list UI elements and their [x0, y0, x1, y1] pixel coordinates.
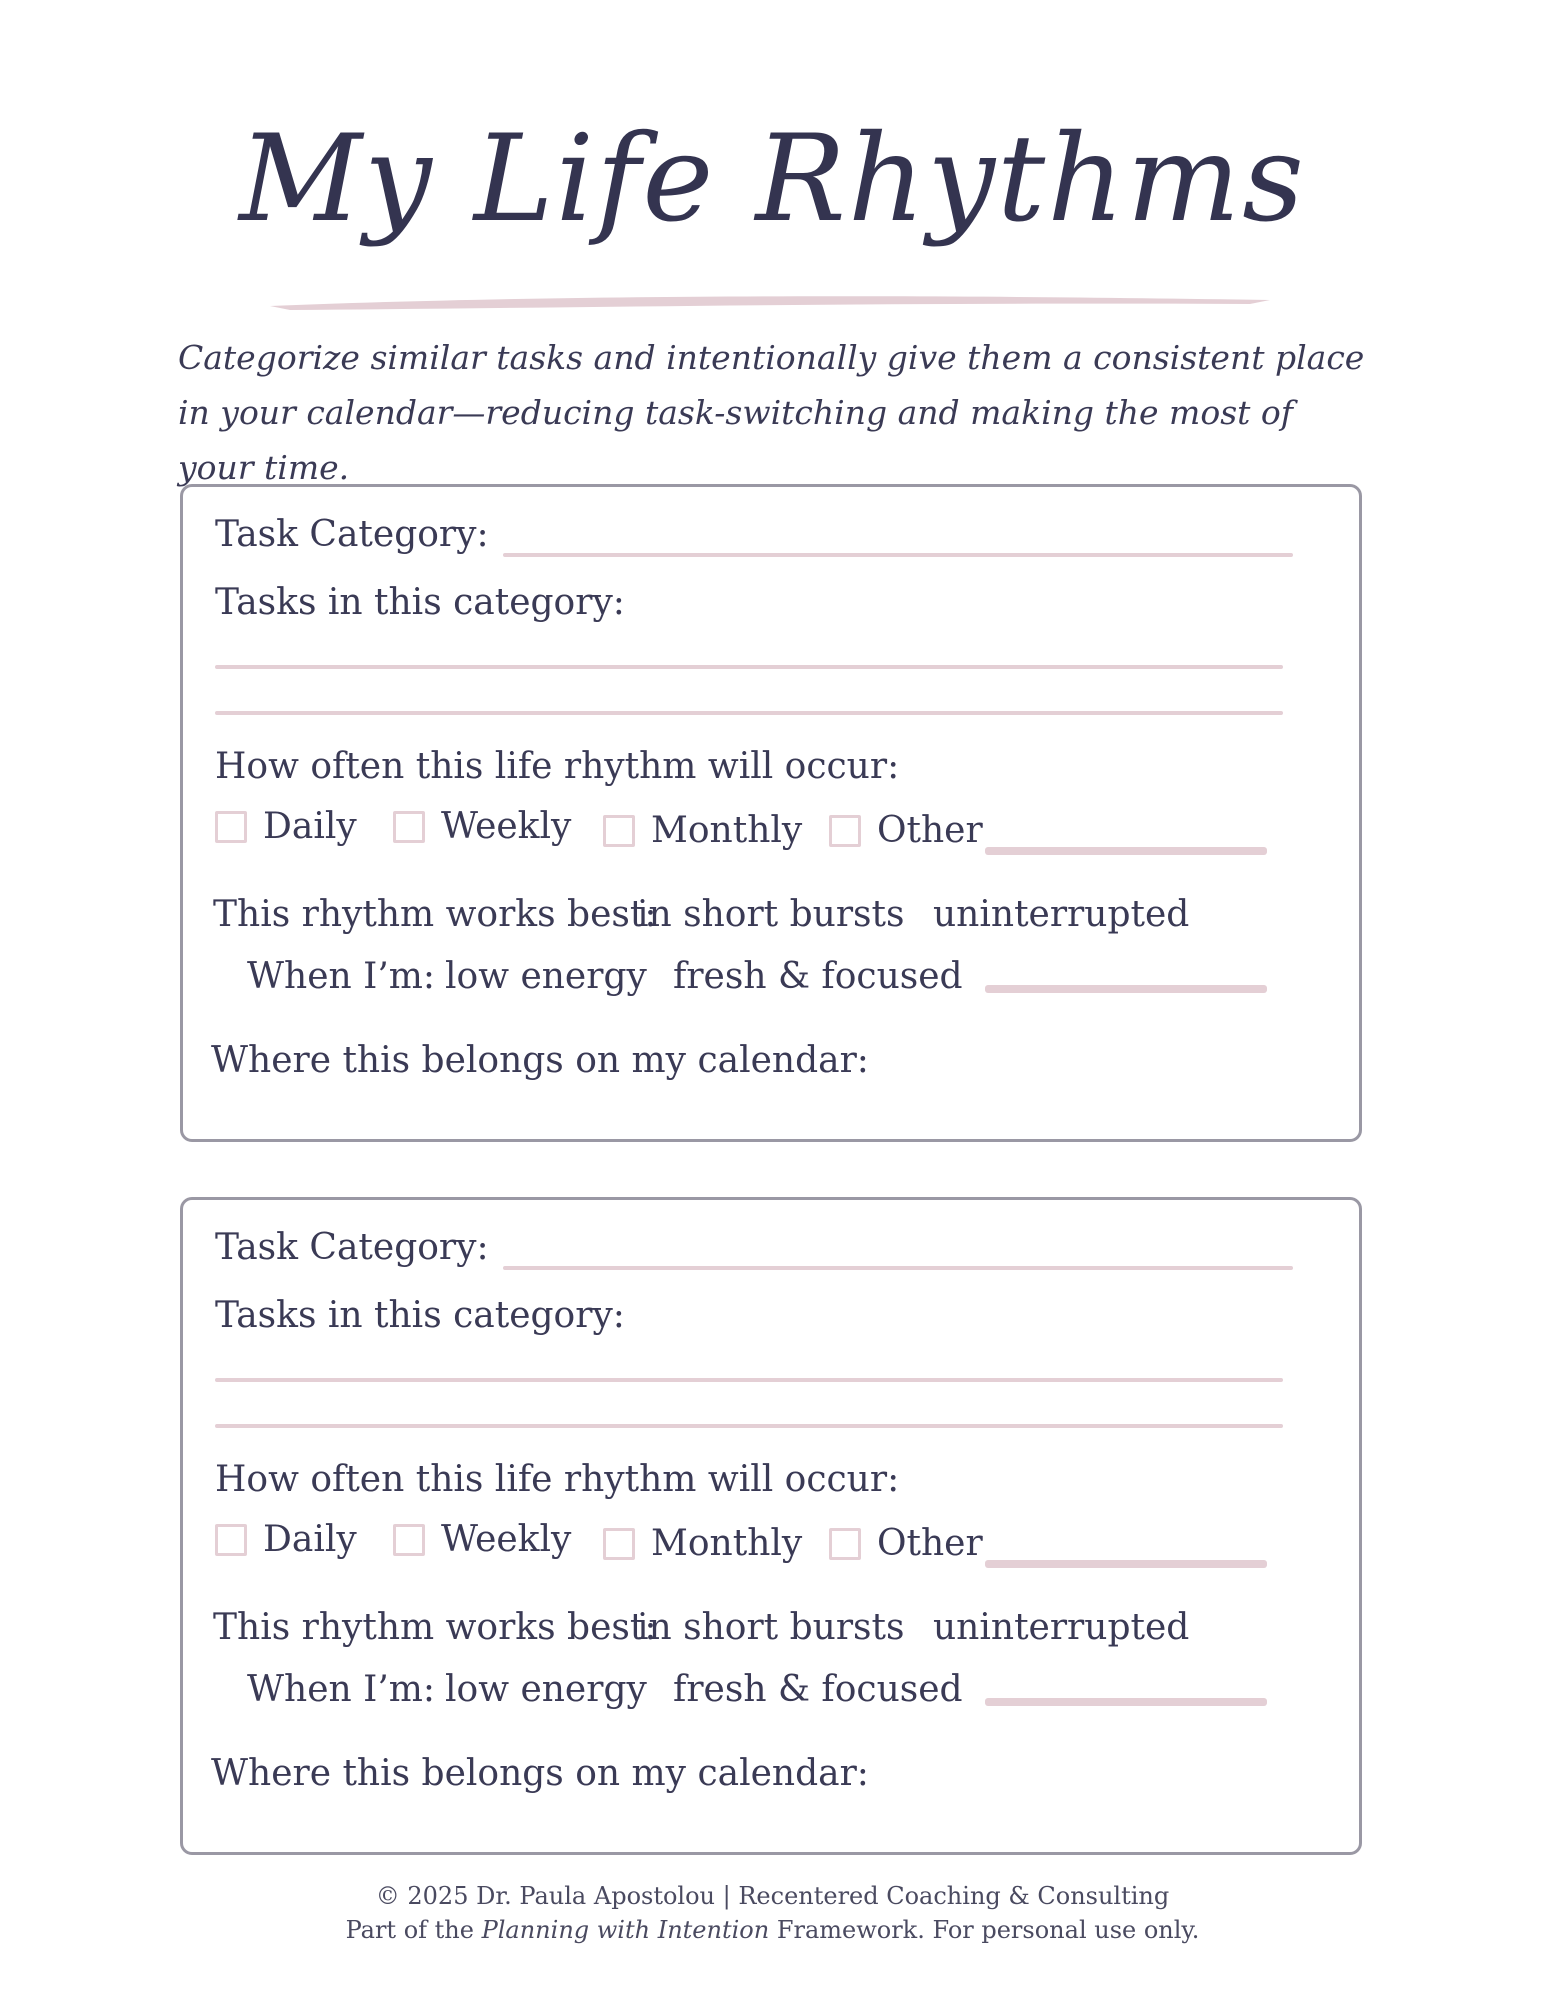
task-category-label: Task Category:	[215, 514, 489, 555]
fresh-focused-option[interactable]: fresh & focused	[673, 1669, 963, 1710]
how-often-label: How often this life rhythm will occur:	[215, 746, 900, 787]
footer-suffix: Framework. For personal use only.	[769, 1916, 1200, 1944]
weekly-checkbox[interactable]	[393, 1524, 425, 1556]
monthly-label: Monthly	[651, 1523, 803, 1564]
intro-text: Categorize similar tasks and intentionally give them a consistent place in your calendar—reducing task-switching and making the most of your time.	[178, 338, 1365, 487]
footer-copyright: © 2025 Dr. Paula Apostolou | Recentered Coaching & Consulting	[375, 1882, 1170, 1910]
other-label: Other	[877, 810, 983, 851]
other-checkbox[interactable]	[829, 815, 861, 847]
uninterrupted-option[interactable]: uninterrupted	[933, 894, 1190, 935]
other-line[interactable]	[985, 1560, 1267, 1568]
task-category-label: Task Category:	[215, 1227, 489, 1268]
tasks-line-2[interactable]	[215, 1424, 1283, 1428]
low-energy-option[interactable]: low energy	[445, 1669, 647, 1710]
footer-framework	[0, 1918, 1545, 1942]
task-category-line[interactable]	[503, 1266, 1293, 1270]
monthly-checkbox[interactable]	[603, 815, 635, 847]
brush-underline	[270, 288, 1270, 318]
where-belongs-label: Where this belongs on my calendar:	[211, 1040, 869, 1081]
uninterrupted-option[interactable]: uninterrupted	[933, 1607, 1190, 1648]
when-im-line[interactable]	[985, 1698, 1267, 1706]
weekly-label: Weekly	[441, 806, 572, 847]
weekly-checkbox[interactable]	[393, 811, 425, 843]
short-bursts-option[interactable]: in short bursts	[637, 894, 905, 935]
how-often-label: How often this life rhythm will occur:	[215, 1459, 900, 1500]
where-belongs-label: Where this belongs on my calendar:	[211, 1753, 869, 1794]
when-im-line[interactable]	[985, 985, 1267, 993]
task-category-line[interactable]	[503, 553, 1293, 557]
other-checkbox[interactable]	[829, 1528, 861, 1560]
footer-prefix: Part of the	[345, 1916, 482, 1944]
weekly-label: Weekly	[441, 1519, 572, 1560]
daily-label: Daily	[263, 806, 357, 847]
life-rhythm-card-2	[180, 1197, 1362, 1855]
page-title: My Life Rhythms	[239, 110, 1306, 249]
works-best-label: This rhythm works best:	[213, 894, 657, 935]
tasks-line-1[interactable]	[215, 665, 1283, 669]
low-energy-option[interactable]: low energy	[445, 956, 647, 997]
tasks-line-2[interactable]	[215, 711, 1283, 715]
when-im-label: When I’m:	[247, 1669, 436, 1710]
fresh-focused-option[interactable]: fresh & focused	[673, 956, 963, 997]
footer-framework-name: Planning with Intention	[481, 1916, 770, 1944]
daily-label: Daily	[263, 1519, 357, 1560]
tasks-in-category-label: Tasks in this category:	[215, 582, 625, 623]
other-label: Other	[877, 1523, 983, 1564]
tasks-line-1[interactable]	[215, 1378, 1283, 1382]
works-best-label: This rhythm works best:	[213, 1607, 657, 1648]
daily-checkbox[interactable]	[215, 1524, 247, 1556]
other-line[interactable]	[985, 847, 1267, 855]
monthly-label: Monthly	[651, 810, 803, 851]
short-bursts-option[interactable]: in short bursts	[637, 1607, 905, 1648]
tasks-in-category-label: Tasks in this category:	[215, 1295, 625, 1336]
daily-checkbox[interactable]	[215, 811, 247, 843]
life-rhythm-card-1	[180, 484, 1362, 1142]
when-im-label: When I’m:	[247, 956, 436, 997]
monthly-checkbox[interactable]	[603, 1528, 635, 1560]
